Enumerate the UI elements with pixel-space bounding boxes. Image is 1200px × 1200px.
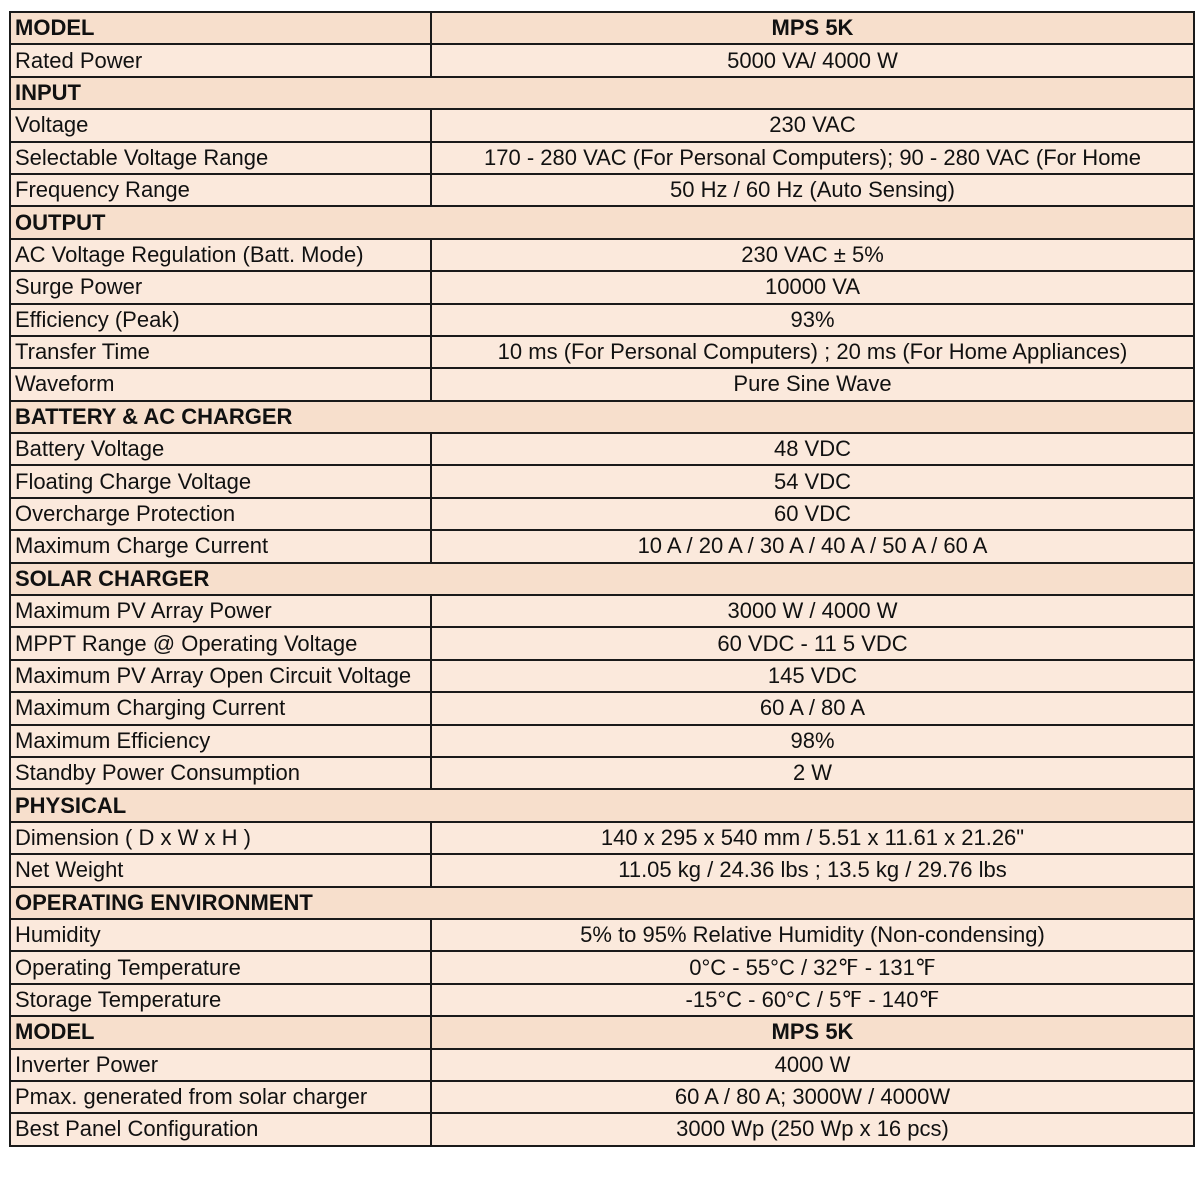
- spec-label: Floating Charge Voltage: [10, 465, 431, 497]
- section-header-row: [10, 401, 1194, 433]
- spec-label: Maximum PV Array Open Circuit Voltage: [10, 660, 431, 692]
- spec-label: Maximum Efficiency: [10, 725, 431, 757]
- spec-row: [10, 725, 1194, 757]
- spec-value: 3000 W / 4000 W: [431, 595, 1194, 627]
- model-row: [10, 12, 1194, 44]
- spec-value: 145 VDC: [431, 660, 1194, 692]
- spec-value: 170 - 280 VAC (For Personal Computers); 90 - 280 VAC (For Home: [431, 142, 1194, 174]
- section-title: INPUT: [10, 77, 1194, 109]
- spec-value: 4000 W: [431, 1049, 1194, 1081]
- spec-label: Dimension ( D x W x H ): [10, 822, 431, 854]
- spec-label: Inverter Power: [10, 1049, 431, 1081]
- section-header-row: [10, 563, 1194, 595]
- spec-label: Battery Voltage: [10, 433, 431, 465]
- spec-value: 10000 VA: [431, 271, 1194, 303]
- spec-row: [10, 822, 1194, 854]
- spec-row: [10, 757, 1194, 789]
- spec-row: [10, 595, 1194, 627]
- spec-label: Net Weight: [10, 854, 431, 886]
- spec-value: 93%: [431, 304, 1194, 336]
- spec-value: 60 VDC: [431, 498, 1194, 530]
- spec-value: Pure Sine Wave: [431, 368, 1194, 400]
- spec-row: [10, 854, 1194, 886]
- spec-value: 54 VDC: [431, 465, 1194, 497]
- spec-row: [10, 627, 1194, 659]
- spec-value: -15°C - 60°C / 5℉ - 140℉: [431, 984, 1194, 1016]
- spec-row: [10, 530, 1194, 562]
- spec-row: [10, 44, 1194, 76]
- spec-label: MPPT Range @ Operating Voltage: [10, 627, 431, 659]
- spec-label: Voltage: [10, 109, 431, 141]
- spec-value: 3000 Wp (250 Wp x 16 pcs): [431, 1113, 1194, 1145]
- section-title: PHYSICAL: [10, 789, 1194, 821]
- spec-row: [10, 239, 1194, 271]
- spec-row: [10, 142, 1194, 174]
- spec-value: 230 VAC: [431, 109, 1194, 141]
- model-row: [10, 1016, 1194, 1048]
- spec-value: 98%: [431, 725, 1194, 757]
- spec-label: Maximum Charging Current: [10, 692, 431, 724]
- section-header-row: [10, 789, 1194, 821]
- spec-label: Waveform: [10, 368, 431, 400]
- spec-row: [10, 919, 1194, 951]
- spec-row: [10, 336, 1194, 368]
- spec-label: Operating Temperature: [10, 951, 431, 983]
- section-title: BATTERY & AC CHARGER: [10, 401, 1194, 433]
- spec-label: Standby Power Consumption: [10, 757, 431, 789]
- spec-value: 48 VDC: [431, 433, 1194, 465]
- spec-value: 5000 VA/ 4000 W: [431, 44, 1194, 76]
- spec-label: Overcharge Protection: [10, 498, 431, 530]
- spec-value: 10 ms (For Personal Computers) ; 20 ms (For Home Appliances): [431, 336, 1194, 368]
- spec-row: [10, 660, 1194, 692]
- spec-row: [10, 692, 1194, 724]
- spec-row: [10, 304, 1194, 336]
- spec-value: MPS 5K: [431, 1016, 1194, 1048]
- spec-row: [10, 174, 1194, 206]
- spec-label: Selectable Voltage Range: [10, 142, 431, 174]
- spec-value: 60 A / 80 A; 3000W / 4000W: [431, 1081, 1194, 1113]
- spec-row: [10, 368, 1194, 400]
- section-title: SOLAR CHARGER: [10, 563, 1194, 595]
- spec-row: [10, 1049, 1194, 1081]
- spec-row: [10, 1081, 1194, 1113]
- spec-label: Maximum Charge Current: [10, 530, 431, 562]
- spec-table: [9, 11, 1195, 1147]
- spec-row: [10, 465, 1194, 497]
- spec-value: 0°C - 55°C / 32℉ - 131℉: [431, 951, 1194, 983]
- spec-row: [10, 109, 1194, 141]
- spec-label: Humidity: [10, 919, 431, 951]
- spec-label: MODEL: [10, 1016, 431, 1048]
- spec-label: MODEL: [10, 12, 431, 44]
- spec-value: 50 Hz / 60 Hz (Auto Sensing): [431, 174, 1194, 206]
- spec-value: 60 A / 80 A: [431, 692, 1194, 724]
- spec-table-body: [10, 12, 1194, 1146]
- spec-label: Maximum PV Array Power: [10, 595, 431, 627]
- spec-row: [10, 1113, 1194, 1145]
- spec-row: [10, 433, 1194, 465]
- spec-label: Surge Power: [10, 271, 431, 303]
- spec-label: Pmax. generated from solar charger: [10, 1081, 431, 1113]
- spec-label: Frequency Range: [10, 174, 431, 206]
- spec-row: [10, 984, 1194, 1016]
- spec-row: [10, 271, 1194, 303]
- section-header-row: [10, 887, 1194, 919]
- spec-value: 10 A / 20 A / 30 A / 40 A / 50 A / 60 A: [431, 530, 1194, 562]
- spec-row: [10, 498, 1194, 530]
- spec-value: MPS 5K: [431, 12, 1194, 44]
- spec-label: Rated Power: [10, 44, 431, 76]
- spec-label: Efficiency (Peak): [10, 304, 431, 336]
- spec-value: 2 W: [431, 757, 1194, 789]
- section-title: OUTPUT: [10, 206, 1194, 238]
- spec-value: 5% to 95% Relative Humidity (Non-condensing): [431, 919, 1194, 951]
- section-title: OPERATING ENVIRONMENT: [10, 887, 1194, 919]
- spec-value: 60 VDC - 11 5 VDC: [431, 627, 1194, 659]
- section-header-row: [10, 206, 1194, 238]
- section-header-row: [10, 77, 1194, 109]
- spec-label: Best Panel Configuration: [10, 1113, 431, 1145]
- spec-row: [10, 951, 1194, 983]
- spec-value: 11.05 kg / 24.36 lbs ; 13.5 kg / 29.76 lbs: [431, 854, 1194, 886]
- spec-label: Storage Temperature: [10, 984, 431, 1016]
- spec-value: 140 x 295 x 540 mm / 5.51 x 11.61 x 21.26": [431, 822, 1194, 854]
- spec-label: Transfer Time: [10, 336, 431, 368]
- spec-label: AC Voltage Regulation (Batt. Mode): [10, 239, 431, 271]
- spec-value: 230 VAC ± 5%: [431, 239, 1194, 271]
